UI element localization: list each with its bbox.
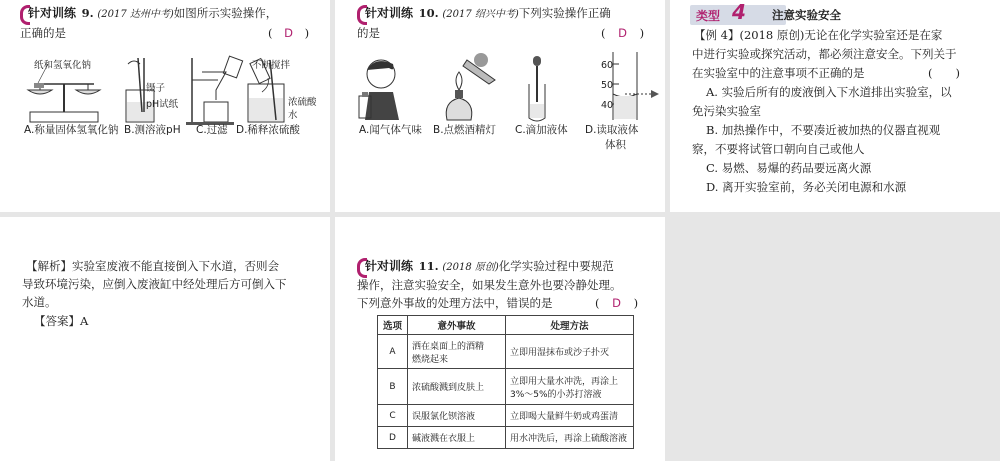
table-row: [378, 335, 634, 369]
question-9-line1: [20, 4, 325, 24]
option-c: C. 易燃、易爆的药品要远离火源: [706, 161, 872, 175]
option-b-caption: B.点燃酒精灯: [433, 124, 497, 136]
row-accident: 洒在桌面上的酒精 燃烧起来: [408, 335, 506, 369]
label-paper-naoh: 纸和氢氧化钠: [34, 60, 92, 71]
table-row: [378, 405, 634, 427]
type-title: 注意实验安全: [772, 8, 841, 22]
question-source: (2017 达州中考): [97, 9, 174, 20]
row-accident: 浓硫酸溅到皮肤上: [408, 369, 506, 405]
dropper-illustration: [529, 56, 545, 121]
question-9-panel: [0, 0, 330, 212]
answer-bracket: ( D ): [268, 26, 310, 40]
row-treatment: 用水冲洗后，再涂上硫酸溶液: [506, 427, 634, 449]
option-a-line-1: A. 实验后所有的废液倒入下水道排出实验室，以: [706, 85, 952, 99]
row-option: D: [378, 427, 408, 449]
label-stirring: 不断搅拌: [252, 60, 291, 71]
question-11-line2: 操作，注意实验安全，如果发生意外也要冷静处理。: [357, 278, 622, 292]
label-tweezers: 镊子: [146, 83, 166, 94]
analysis-line-3: 水道。: [22, 295, 57, 309]
question-source: (2017 绍兴中考): [442, 9, 519, 20]
answer-line: 【答案】A: [34, 314, 89, 328]
option-d: D. 离开实验室前，务必关闭电源和水源: [706, 180, 907, 194]
scale-40: 40: [601, 100, 614, 111]
row-option: B: [378, 369, 408, 405]
option-c-caption: C.滴加液体: [515, 124, 568, 136]
option-a-line-2: 免污染实验室: [692, 104, 761, 118]
alcohol-lamp-illustration: [446, 53, 495, 120]
option-a-caption: A.称量固体氢氧化钠: [24, 124, 119, 136]
option-d-caption-2: 体积: [605, 139, 626, 151]
analysis-line-1: 【解析】实验室废液不能直接倒入下水道，否则会: [26, 259, 279, 273]
lab-operations-figure-2: [355, 50, 660, 122]
cylinder-illustration: [613, 52, 659, 120]
scale-60: 60: [601, 60, 614, 71]
question-text: 如图所示实验操作，: [173, 6, 278, 20]
row-option: A: [378, 335, 408, 369]
option-d-caption: D.读取液体: [585, 124, 639, 136]
answer-value: D: [284, 26, 294, 40]
option-d-caption: D.稀释浓硫酸: [236, 124, 300, 136]
type-number: 4: [732, 0, 746, 24]
question-11-line1: [357, 257, 659, 277]
question-11-line3: 下列意外事故的处理方法中，错误的是: [357, 296, 553, 310]
answer-bracket: ( D ): [595, 296, 639, 310]
label-conc-acid: 浓硫酸: [288, 97, 317, 108]
table-row: [378, 369, 634, 405]
table-header-row: [378, 316, 634, 335]
balance-illustration: [28, 64, 100, 122]
smell-gas-illustration: [359, 60, 399, 120]
scale-50: 50: [601, 80, 614, 91]
question-10-line1: [357, 4, 657, 24]
type-label: 类型: [696, 9, 721, 23]
example-line-1: 【例 4】(2018 原创)无论在化学实验室还是在家: [694, 28, 943, 42]
option-b-line-1: B. 加热操作中，不要凑近被加热的仪器直视观: [706, 123, 941, 137]
answer-bracket: ( ): [928, 66, 960, 80]
table-row: [378, 427, 634, 449]
row-treatment: 立即喝大量鲜牛奶或鸡蛋清: [506, 405, 634, 427]
header-accident: 意外事故: [408, 316, 506, 335]
question-10-line2: 的是: [357, 26, 380, 40]
option-a-caption: A.闻气体气味: [359, 124, 422, 136]
header-option: 选项: [378, 316, 408, 335]
row-treatment: 立即用湿抹布或沙子扑灭: [506, 335, 634, 369]
training-tag: 针对训练: [357, 257, 415, 276]
row-accident: 误服氯化钡溶液: [408, 405, 506, 427]
training-tag: 针对训练: [357, 4, 415, 23]
row-option: C: [378, 405, 408, 427]
answer-value: D: [612, 296, 622, 310]
question-text: 化学实验过程中要规范: [498, 259, 614, 273]
example-line-3: 在实验室中的注意事项不正确的是: [692, 66, 865, 80]
question-number: 10.: [418, 6, 439, 20]
analysis-panel: [0, 217, 330, 461]
answer-value: D: [618, 26, 628, 40]
example-line-2: 中进行实验或探究活动，都必须注意安全。下列关于: [692, 47, 957, 61]
row-treatment: 立即用大量水冲洗，再涂上 3%～5%的小苏打溶液: [506, 369, 634, 405]
answer-bracket: ( D ): [601, 26, 645, 40]
filtration-illustration: [186, 56, 243, 125]
label-ph-paper: pH试纸: [146, 99, 179, 110]
question-number: 11.: [418, 259, 439, 273]
example-4-panel: [670, 0, 1000, 212]
question-9-line2: 正确的是: [20, 26, 66, 40]
question-number: 9.: [81, 6, 94, 20]
header-treatment: 处理方法: [506, 316, 634, 335]
option-c-caption: C.过滤: [196, 124, 228, 136]
analysis-line-2: 导致环境污染，应倒入废液缸中经处理后方可倒入下: [22, 277, 287, 291]
training-tag: 针对训练: [20, 4, 78, 23]
accident-table: [377, 315, 634, 449]
row-accident: 碱液溅在衣服上: [408, 427, 506, 449]
option-b-line-2: 察，不要将试管口朝向自己或他人: [692, 142, 865, 156]
question-10-panel: [335, 0, 665, 212]
option-b-caption: B.测溶液pH: [124, 124, 181, 136]
empty-panel: [670, 217, 1000, 461]
question-text: 下列实验操作正确: [518, 6, 611, 20]
question-source: (2018 原创): [442, 262, 499, 273]
question-11-panel: [335, 217, 665, 461]
label-water: 水: [288, 110, 298, 121]
